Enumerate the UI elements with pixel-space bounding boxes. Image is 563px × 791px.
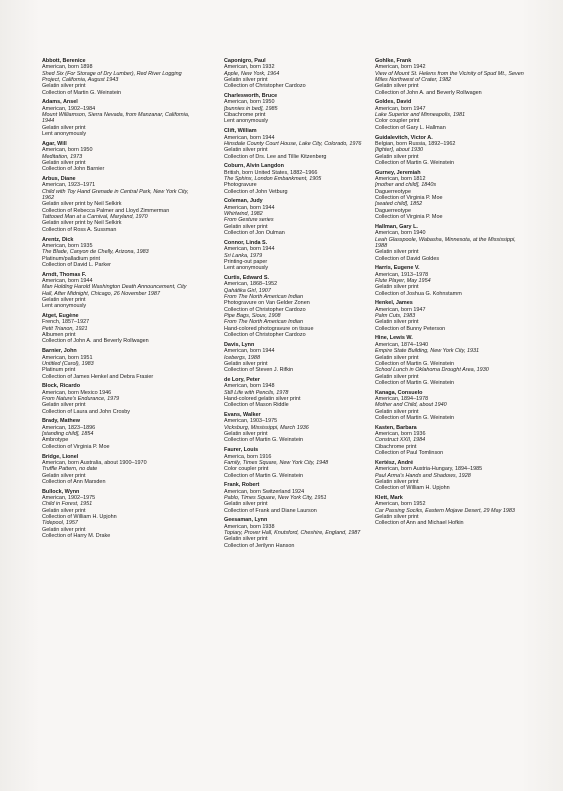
artist-name: Caponigro, Paul — [224, 58, 266, 64]
entry-detail: Collection of Bunny Peterson — [375, 325, 446, 332]
entry-detail: American, born 1952 — [375, 501, 426, 508]
catalog-entry — [42, 237, 192, 269]
catalog-entry — [224, 377, 374, 409]
artist-name: Gohlke, Frank — [375, 58, 412, 64]
entry-detail: Gelatin silver print — [42, 472, 86, 479]
entry-detail: Collection of Harry M. Drake — [42, 533, 111, 540]
entry-detail: Collection of David Goldes — [375, 255, 440, 262]
work-title: Construct XXII, 1984 — [375, 437, 426, 444]
artist-name: Adams, Ansel — [42, 99, 78, 106]
work-title: Mount Williamson, Sierra Nevada, from Manzanar, California, 1944 — [42, 112, 190, 125]
catalog-entry — [42, 418, 192, 450]
catalog-entry — [375, 335, 525, 386]
entry-detail: Lent anonymously — [42, 303, 87, 310]
entry-detail: Collection of Christopher Cardozo — [224, 332, 306, 339]
entry-detail: American, 1903–1975 — [224, 418, 278, 425]
entry-detail: Collection of Ross A. Sussman — [42, 226, 117, 233]
entry-detail: Collection of Martin G. Weinstein — [42, 89, 122, 96]
work-title: [mother and child], 1840s — [375, 182, 437, 189]
artist-name: Connor, Linda S. — [224, 239, 268, 246]
entry-detail: Gelatin silver print — [224, 501, 268, 508]
work-title: Vicksburg, Mississippi, March 1936 — [224, 424, 309, 431]
entry-detail: American, born 1940 — [375, 230, 426, 237]
catalog-entry — [375, 425, 525, 457]
work-title: Whirlwind, 1982 — [224, 211, 263, 218]
entry-detail: Cibachrome print — [224, 112, 266, 119]
entry-detail: Collection of Virginia P. Moe — [375, 214, 443, 221]
entry-detail: American, born Switzerland 1924 — [224, 488, 305, 495]
work-title: Hinsdale County Court House, Lake City, Colorado, 1976 — [224, 140, 362, 147]
entry-detail: Collection of Martin G. Weinstein — [224, 472, 304, 479]
work-title: From The North American Indian — [224, 294, 303, 301]
work-title: From Nature's Endurance, 1979 — [42, 395, 120, 402]
entry-detail: American, born 1944 — [224, 204, 275, 211]
artist-name: Atget, Eugène — [42, 313, 79, 320]
entry-detail: Gelatin silver print by Neil Selkirk — [42, 201, 122, 208]
entry-detail: American, born 1950 — [42, 147, 93, 154]
catalog-entry — [375, 58, 525, 96]
entry-detail: American, born 1935 — [42, 242, 93, 249]
catalog-entry — [224, 128, 374, 160]
artist-name: Davis, Lynn — [224, 341, 255, 348]
artist-name: Block, Ricardo — [42, 383, 81, 390]
catalog-entry — [42, 141, 192, 173]
entry-detail: Albumen print — [42, 332, 76, 339]
entry-detail: Collection of Frank and Diane Laurson — [224, 507, 317, 514]
entry-detail: American, born 1944 — [224, 246, 275, 253]
entry-detail: American, 1868–1952 — [224, 281, 278, 288]
work-title: From Gesture series — [224, 217, 274, 224]
artist-name: de Lory, Peter — [224, 376, 260, 383]
catalog-entry — [224, 58, 374, 90]
catalog-entry — [375, 99, 525, 131]
entry-detail: Lent anonymously — [224, 118, 269, 125]
entry-detail: Gelatin silver print — [42, 124, 86, 131]
work-title: Mother and Child, about 1940 — [375, 402, 447, 409]
work-title: [seated child], 1852 — [375, 201, 423, 208]
work-title: Sri Lanka, 1979 — [224, 252, 263, 259]
work-title: [bunnies in bed], 1985 — [224, 105, 278, 112]
entry-detail: American, born 1944 — [224, 348, 275, 355]
artist-name: Geesaman, Lynn — [224, 517, 268, 524]
work-title: Child with Toy Hand Grenade in Central Park, New York City, 1962 — [42, 188, 189, 202]
work-title: Petit Trianon, 1921 — [42, 325, 88, 332]
work-title: Icebergs, 1988 — [224, 354, 260, 361]
catalog-entry — [42, 272, 192, 310]
entry-detail: American, born 1947 — [375, 306, 426, 313]
entry-detail: Daguerreotype — [375, 188, 411, 195]
catalog-entry — [224, 447, 374, 479]
work-title: Meditation, 1973 — [42, 153, 83, 160]
catalog-entry — [224, 517, 374, 549]
work-title: Flute Player, May 1954 — [375, 277, 431, 284]
entry-detail: American, born 1951 — [42, 354, 93, 361]
work-title: [standing child], 1854 — [42, 431, 94, 438]
entry-detail: American, born 1932 — [224, 64, 275, 71]
entry-detail: American, born 1950 — [224, 99, 275, 106]
catalog-entry — [375, 495, 525, 527]
work-title: Topiary, Prover Hall, Knutsford, Cheshire, England, 1987 — [224, 530, 361, 537]
entry-detail: American, 1894–1978 — [375, 395, 429, 402]
work-title: Palm Cuts, 1983 — [375, 313, 416, 320]
entry-detail: Gelatin silver print — [375, 513, 419, 520]
catalog-entry — [224, 163, 374, 195]
work-title: Tidepool, 1957 — [42, 520, 78, 527]
entry-detail: Hand-colored photogravure on tissue — [224, 325, 314, 332]
catalog-entry — [42, 383, 192, 415]
catalog-entry — [224, 198, 374, 236]
entry-detail: Gelatin silver print — [375, 408, 419, 415]
entry-detail: Collection of John A. and Beverly Rollwagen — [375, 89, 482, 96]
entry-detail: Platinum print — [42, 367, 76, 374]
entry-detail: Collection of Drs. Lee and Tillie Kitzenberg — [224, 153, 327, 160]
entry-detail: Gelatin silver print — [375, 478, 419, 485]
work-title: Apple, New York, 1964 — [224, 70, 280, 77]
entry-detail: Collection of William H. Upjohn — [42, 513, 117, 520]
column-1 — [42, 58, 192, 543]
entry-detail: Collection of Ann Marsden — [42, 478, 106, 485]
artist-name: Coleman, Judy — [224, 198, 263, 205]
entry-detail: Gelatin silver print — [375, 153, 419, 160]
work-title: Pablo, Times Square, New York City, 1951 — [224, 494, 327, 501]
artist-name: Henkel, James — [375, 300, 413, 307]
entry-detail: Platinum/palladium print — [42, 255, 101, 262]
entry-detail: Collection of James Henkel and Debra Frasier — [42, 373, 154, 380]
artist-name: Curtis, Edward S. — [224, 275, 270, 281]
entry-detail: Collection of Martin G. Weinstein — [375, 379, 455, 386]
catalog-entry — [42, 313, 192, 345]
work-title: Family, Times Square, New York City, 1948 — [224, 459, 329, 466]
work-title: From The North American Indian — [224, 319, 303, 326]
artist-name: Kertész, André — [375, 459, 414, 466]
catalog-entry — [224, 412, 374, 444]
entry-detail: Cibachrome print — [375, 443, 417, 450]
entry-detail: American, born 1948 — [224, 383, 275, 390]
entry-detail: Gelatin silver print — [224, 147, 268, 154]
work-title: Man Holding Harold Washington Death Announcement, City Hall, After Midnight, Chicago, 26 November 1987 — [42, 284, 187, 297]
entry-detail: Gelatin silver print — [375, 354, 419, 361]
entry-detail: Collection of John Vetburg — [224, 188, 288, 195]
entry-detail: American, born 1944 — [42, 277, 93, 284]
artist-name: Brady, Mathew — [42, 418, 80, 425]
entry-detail: British, born United States, 1882–1966 — [224, 169, 318, 176]
artist-name: Hine, Lewis W. — [375, 335, 413, 342]
entry-detail: Gelatin silver print — [224, 77, 268, 84]
artist-name: Faurer, Louis — [224, 447, 259, 454]
entry-detail: American, 1874–1940 — [375, 341, 429, 348]
artist-name: Charlesworth, Bruce — [224, 93, 278, 100]
work-title: Leah Glasspoole, Wabasha, Minnesota, at the Mississippi, 1988 — [375, 236, 516, 249]
catalog-entry — [42, 454, 192, 486]
entry-detail: Collection of Jerilynn Hanson — [224, 542, 295, 549]
entry-detail: Daguerreotype — [375, 207, 411, 214]
entry-detail: American, 1923–1971 — [42, 182, 96, 189]
work-title: The Blade, Canyon de Chelly, Arizona, 1983 — [42, 249, 149, 256]
entry-detail: Ambrotype — [42, 437, 69, 444]
artist-name: Kanaga, Consuelo — [375, 389, 423, 396]
catalog-entry — [42, 348, 192, 380]
entry-detail: American, born 1942 — [375, 64, 426, 71]
catalog-entry — [375, 170, 525, 221]
column-3 — [375, 58, 525, 530]
entry-detail: Collection of Christopher Cardozo — [224, 83, 306, 90]
catalog-entry — [375, 390, 525, 422]
artist-name: Gurney, Jeremiah — [375, 169, 421, 176]
catalog-entry — [42, 176, 192, 233]
entry-detail: Gelatin silver print — [42, 526, 86, 533]
work-title: Paul Arma's Hands and Shadows, 1928 — [375, 472, 471, 479]
entry-detail: American, born 1812 — [375, 176, 426, 183]
entry-detail: Color coupler print — [224, 466, 269, 473]
entry-detail: Gelatin silver print — [375, 249, 419, 256]
entry-detail: Gelatin silver print — [375, 319, 419, 326]
catalog-entry — [375, 265, 525, 297]
catalog-entry — [224, 240, 374, 272]
entry-detail: Collection of Christopher Cardozo — [224, 306, 306, 313]
entry-detail: Lent anonymously — [42, 131, 87, 138]
entry-detail: Hand-colored gelatin silver print — [224, 395, 301, 402]
entry-detail: Collection of Jon Oulman — [224, 230, 285, 237]
entry-detail: American, born 1944 — [224, 134, 275, 141]
entry-detail: Collection of David L. Parker — [42, 261, 111, 268]
entry-detail: Gelatin silver print — [375, 373, 419, 380]
entry-detail: Collection of Martin G. Weinstein — [375, 360, 455, 367]
entry-detail: Collection of Virginia P. Moe — [375, 195, 443, 202]
artist-name: Frank, Robert — [224, 482, 260, 489]
work-title: Pipe Bags, Sioux, 1908 — [224, 313, 281, 320]
entry-detail: Collection of William H. Upjohn — [375, 485, 450, 492]
entry-detail: American, born Mexico 1946 — [42, 389, 112, 396]
entry-detail: Collection of Virginia P. Moe — [42, 443, 110, 450]
entry-detail: Collection of Mason Riddle — [224, 402, 289, 409]
entry-detail: American, born Australia, about 1900–1970 — [42, 459, 147, 466]
entry-detail: French, 1857–1927 — [42, 319, 90, 326]
artist-name: Agar, Will — [42, 140, 67, 147]
entry-detail: American, 1913–1978 — [375, 271, 429, 278]
artist-name: Arentz, Dick — [42, 236, 74, 243]
entry-detail: Gelatin silver print — [375, 83, 419, 90]
artist-name: Clift, William — [224, 128, 257, 135]
entry-detail: Gelatin silver print — [224, 536, 268, 543]
entry-detail: Collection of Gary L. Hallman — [375, 124, 446, 131]
work-title: Child in Forest, 1951 — [42, 501, 93, 508]
entry-detail: Collection of Ann and Michael Hofkin — [375, 520, 464, 527]
entry-detail: Gelatin silver print — [42, 159, 86, 166]
work-title: Truffle Pattern, no date — [42, 466, 98, 473]
work-title: Empire State Building, New York City, 1931 — [375, 348, 480, 355]
entry-detail: Collection of Steven J. Rifkin — [224, 367, 294, 374]
work-title: Shed Six (For Storage of Dry Lumber), Red River Logging Project, California, August 1943 — [42, 70, 182, 84]
entry-detail: Gelatin silver print by Neil Selkirk — [42, 220, 122, 227]
entry-detail: Gelatin silver print — [42, 296, 86, 303]
work-title: Car Passing Sociks, Eastern Mojave Desert, 29 May 1983 — [375, 507, 515, 514]
entry-detail: American, born Austria-Hungary, 1894–1985 — [375, 466, 483, 473]
entry-detail: Gelatin silver print — [224, 360, 268, 367]
entry-detail: Photogravure — [224, 182, 257, 189]
artist-name: Arndt, Thomas F. — [42, 271, 87, 278]
entry-detail: Collection of John Barnier — [42, 166, 105, 173]
work-title: [lighter], about 1930 — [375, 147, 424, 154]
catalog-entry — [375, 224, 525, 262]
work-title: View of Mount St. Helens from the Vicinity of Spud Mt., Seven Miles Northwest of Crater, 1982 — [375, 70, 524, 84]
work-title: School Lunch in Oklahoma Drought Area, 1930 — [375, 367, 489, 374]
work-title: Qahátika Girl, 1907 — [224, 287, 271, 294]
artist-name: Arbus, Diane — [42, 176, 76, 183]
entry-detail: Collection of Paul Tomlinson — [375, 450, 444, 457]
catalog-entry — [375, 460, 525, 492]
catalog-entry — [224, 342, 374, 374]
entry-detail: Collection of Laura and John Crosby — [42, 408, 130, 415]
entry-detail: American, born 1936 — [375, 431, 426, 438]
catalog-entry — [375, 300, 525, 332]
entry-detail: Collection of John A. and Beverly Rollwagen — [42, 338, 149, 345]
entry-detail: Belgian, born Russia, 1892–1962 — [375, 140, 456, 147]
catalog-entry — [42, 99, 192, 137]
entry-detail: American, 1823–1896 — [42, 424, 96, 431]
catalog-entry — [42, 58, 192, 96]
entry-detail: Collection of Martin G. Weinstein — [375, 415, 455, 421]
entry-detail: Gelatin silver print — [42, 507, 86, 514]
artist-name: Goldes, David — [375, 99, 412, 106]
work-title: Tattooed Man at a Carnival, Maryland, 1970 — [42, 214, 148, 221]
artist-name: Bridge, Lionel — [42, 453, 79, 460]
artist-name: Kasten, Barbara — [375, 424, 417, 431]
entry-detail: Photogravure on Van Gelder Zonen — [224, 300, 310, 307]
entry-detail: Gelatin silver print — [224, 223, 268, 230]
entry-detail: Printing-out paper — [224, 258, 268, 265]
entry-detail: Collection of Rebecca Palmer and Lloyd Zimmerman — [42, 207, 170, 214]
entry-detail: Gelatin silver print — [42, 402, 86, 409]
artist-name: Abbott, Berenice — [42, 58, 86, 64]
work-title: Still Life with Pencils, 1978 — [224, 389, 289, 396]
work-title: Untitled (Carol), 1983 — [42, 360, 94, 367]
entry-detail: America, born 1916 — [224, 453, 272, 460]
artist-name: Hallman, Gary L. — [375, 223, 418, 230]
entry-detail: Collection of Martin G. Weinstein — [224, 437, 304, 444]
entry-detail: Gelatin silver print — [224, 431, 268, 438]
artist-name: Guidalevitch, Victor A. — [375, 134, 433, 141]
entry-detail: Collection of Martin G. Weinstein — [375, 159, 455, 166]
catalog-entry — [224, 482, 374, 514]
entry-detail: Gelatin silver print — [42, 83, 86, 90]
catalog-entry — [224, 93, 374, 125]
artist-name: Harris, Eugene V. — [375, 265, 420, 272]
entry-detail: American, born 1938 — [224, 523, 275, 530]
entry-detail: American, 1902–1975 — [42, 494, 96, 501]
artist-name: Evans, Walker — [224, 412, 261, 419]
artist-name: Klett, Mark — [375, 494, 403, 501]
catalog-entry — [42, 489, 192, 540]
artist-name: Coburn, Alvin Langdon — [224, 163, 284, 170]
entry-detail: Gelatin silver print — [375, 284, 419, 291]
artist-name: Barnier, John — [42, 348, 77, 355]
column-2 — [224, 58, 374, 552]
work-title: Lake Superior and Minneapolis, 1981 — [375, 112, 466, 119]
catalog-entry — [224, 275, 374, 338]
entry-detail: American, born 1947 — [375, 105, 426, 112]
entry-detail: Collection of Joshua G. Kohnstamm — [375, 290, 462, 297]
entry-detail: American, 1902–1984 — [42, 105, 96, 112]
catalog-entry — [375, 135, 525, 167]
artist-name: Bullock, Wynn — [42, 488, 80, 495]
entry-detail: American, born 1898 — [42, 64, 93, 71]
work-title: The Sphinx, London Embankment, 1905 — [224, 176, 322, 183]
entry-detail: Color coupler print — [375, 118, 420, 125]
entry-detail: Lent anonymously — [224, 265, 269, 272]
